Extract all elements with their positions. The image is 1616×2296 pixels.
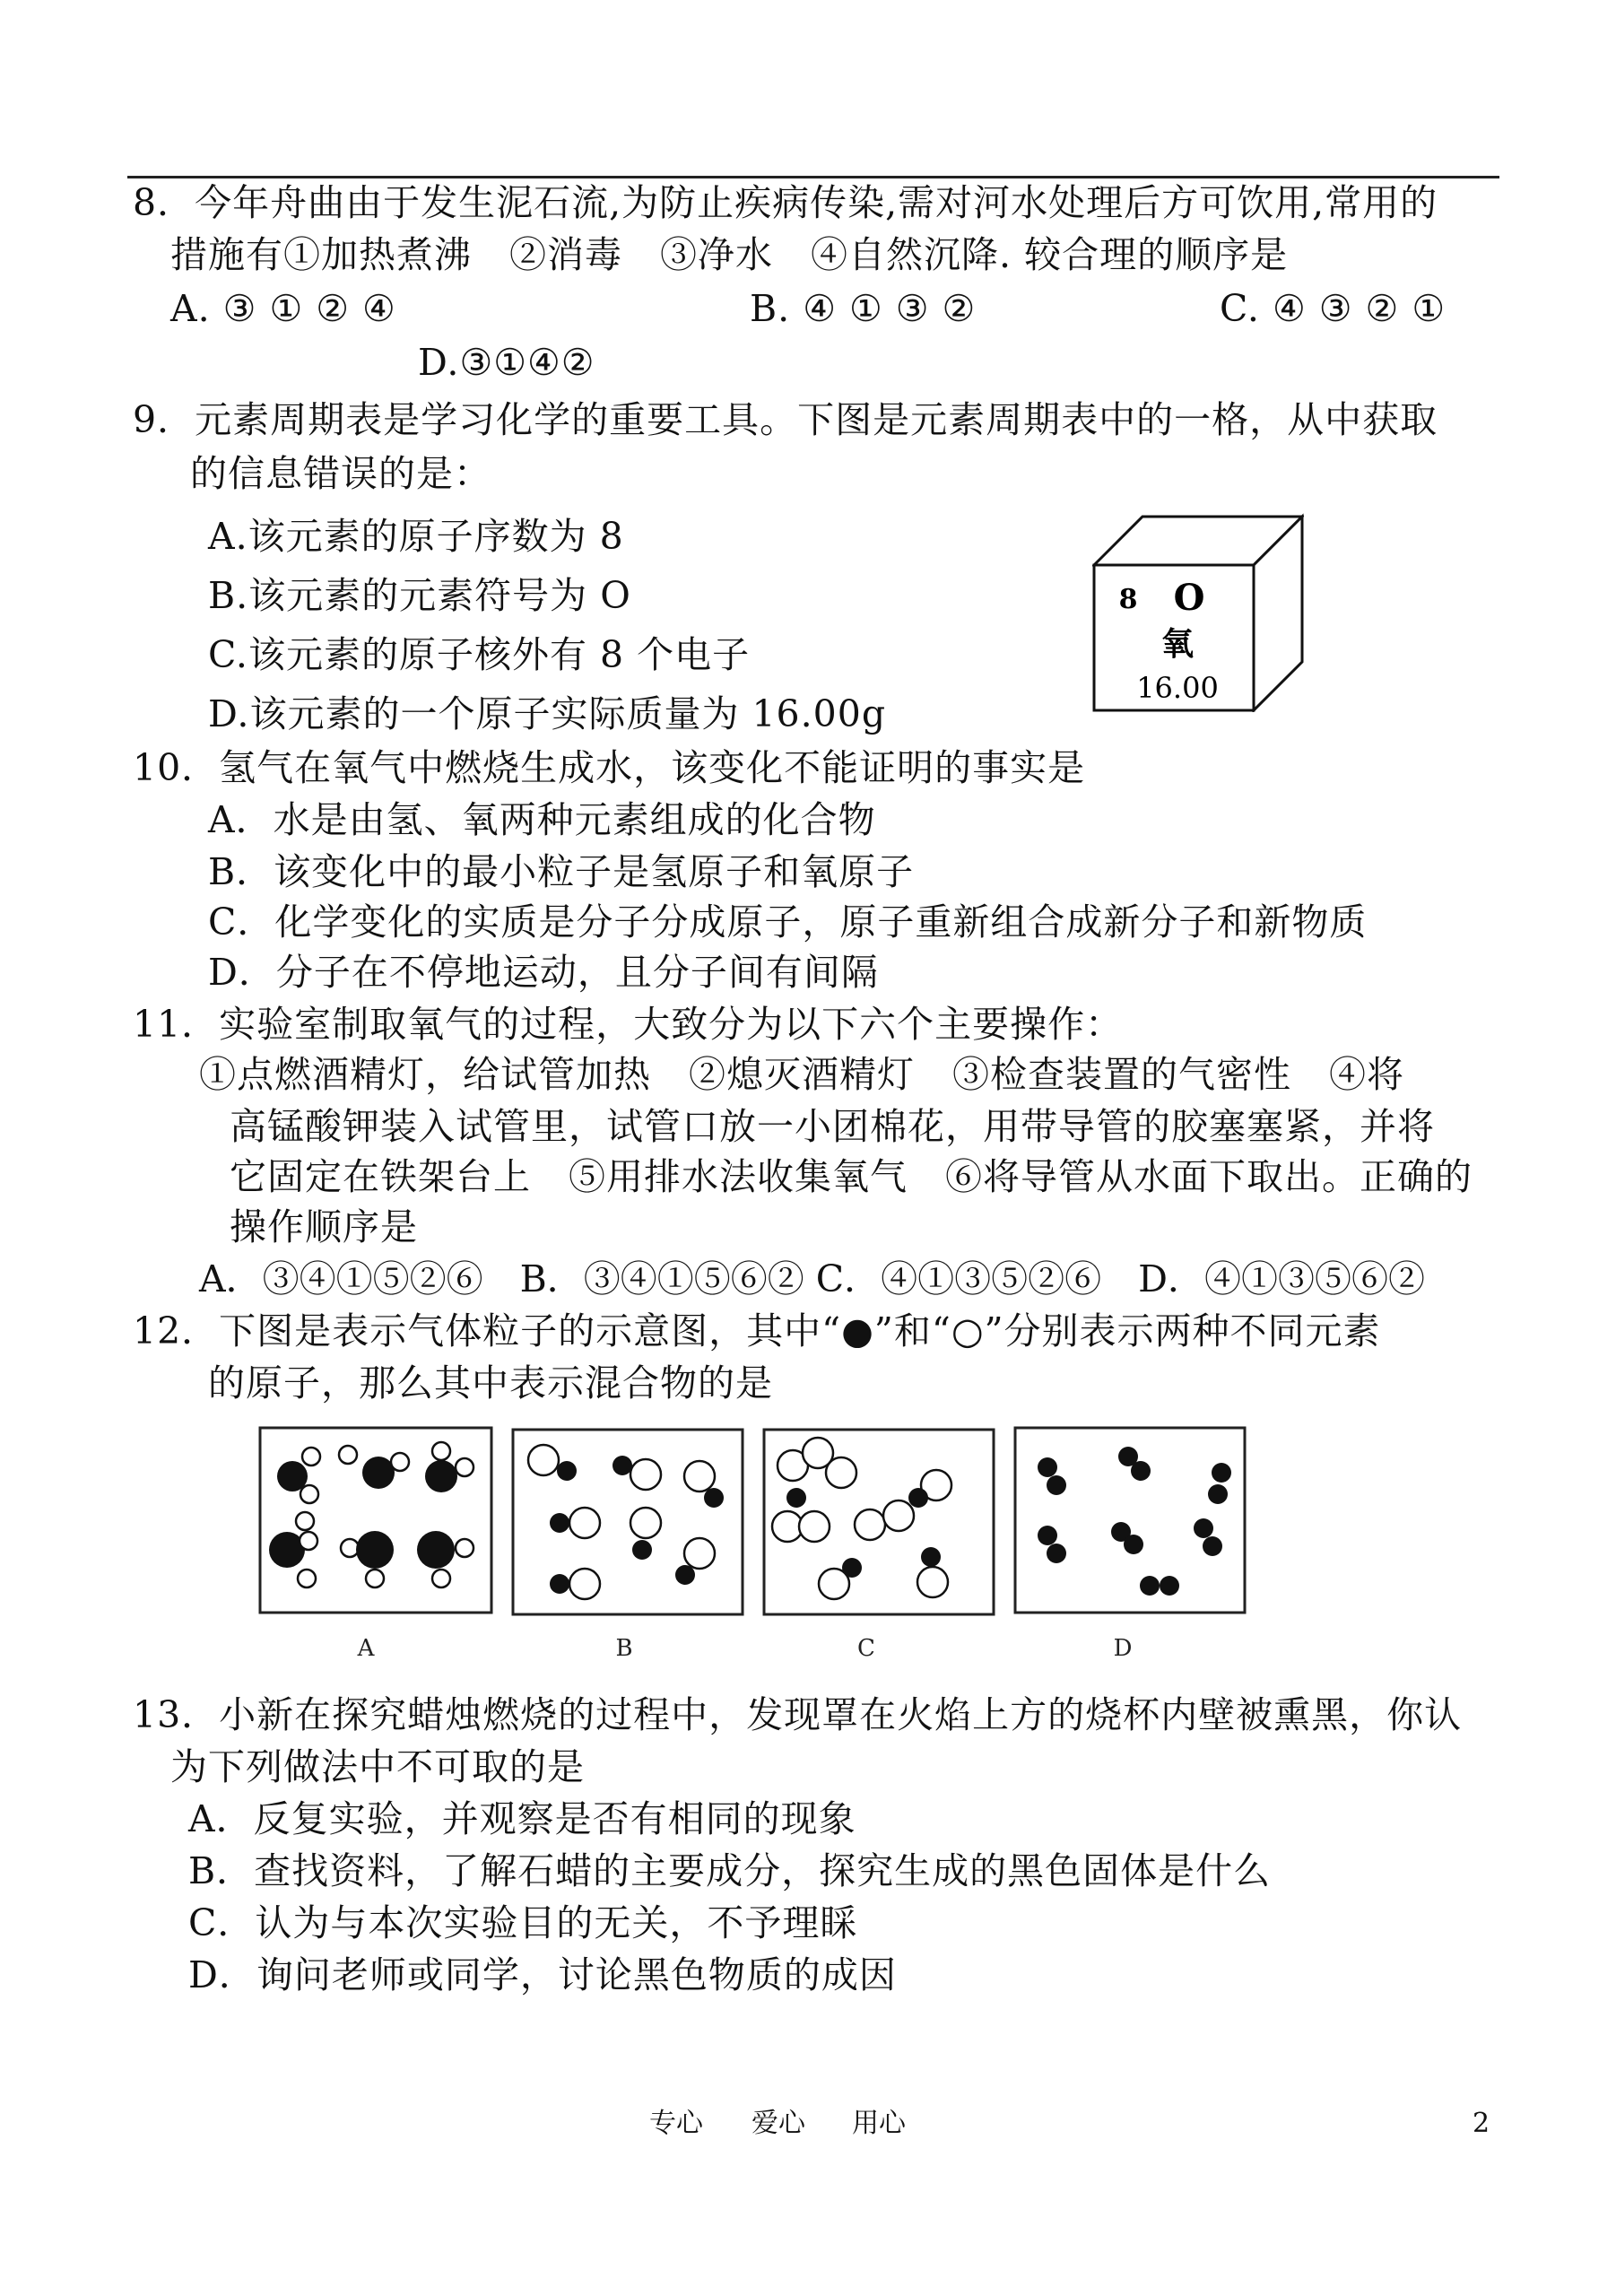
particle-label-a: A: [357, 1635, 375, 1662]
q12-stem-line1: 12．下图是表示气体粒子的示意图，其中“●”和“○”分别表示两种不同元素: [133, 1309, 1381, 1352]
q10-option-a: A．水是由氢、氧两种元素组成的化合物: [208, 798, 876, 841]
q11-stem-line3: 高锰酸钾装入试管里，试管口放一小团棉花，用带导管的胶塞塞紧，并将: [230, 1105, 1435, 1148]
q10-option-b: B．该变化中的最小粒子是氢原子和氧原子: [208, 850, 915, 893]
particle-panel-b: [513, 1430, 743, 1614]
q9-stem-line2: 的信息错误的是：: [190, 452, 491, 495]
q9-option-b: B.该元素的元素符号为 O: [208, 574, 631, 617]
q10-option-d: D．分子在不停地运动，且分子间有间隔: [208, 951, 879, 994]
q8-option-d: D.③①④②: [418, 341, 595, 384]
q8-stem-line2: 措施有①加热煮沸 ②消毒 ③净水 ④自然沉降. 较合理的顺序是: [170, 233, 1289, 276]
element-atomic-mass: 16.00: [1136, 671, 1219, 705]
particle-label-c: C: [857, 1635, 875, 1662]
q8-option-a: A. ③ ① ② ④: [170, 287, 396, 330]
particle-panel-d: [1015, 1428, 1245, 1613]
q9-option-c: C.该元素的原子核外有 8 个电子: [208, 633, 751, 676]
q9-stem-line1: 9．元素周期表是学习化学的重要工具。下图是元素周期表中的一格，从中获取: [133, 398, 1438, 441]
footer-motto-care: 爱心: [752, 2108, 805, 2139]
particle-label-b: B: [615, 1635, 633, 1662]
element-symbol: O: [1173, 577, 1205, 619]
element-cell-figure: [1092, 513, 1304, 712]
q13-option-a: A．反复实验，并观察是否有相同的现象: [188, 1797, 856, 1840]
element-atomic-number: 8: [1118, 584, 1138, 615]
q10-stem: 10．氢气在氧气中燃烧生成水，该变化不能证明的事实是: [133, 746, 1086, 789]
footer-motto-focus: 专心: [649, 2108, 703, 2139]
q13-option-b: B．查找资料，了解石蜡的主要成分，探究生成的黑色固体是什么: [188, 1849, 1272, 1892]
q11-stem-line4: 它固定在铁架台上 ⑤用排水法收集氧气 ⑥将导管从水面下取出。正确的: [230, 1155, 1473, 1198]
q9-option-d: D.该元素的一个原子实际质量为 16.00g: [208, 692, 887, 735]
q13-stem-line1: 13．小新在探究蜡烛燃烧的过程中，发现罩在火焰上方的烧杯内壁被熏黑，你认: [133, 1693, 1463, 1736]
q13-option-c: C．认为与本次实验目的无关，不予理睬: [188, 1901, 858, 1944]
element-name: 氧: [1160, 626, 1195, 663]
q9-option-a: A.该元素的原子序数为 8: [208, 515, 624, 558]
q8-option-b: B. ④ ① ③ ②: [750, 287, 977, 330]
q12-stem-line2: 的原子，那么其中表示混合物的是: [208, 1361, 773, 1405]
q13-option-d: D．询问老师或同学，讨论黑色物质的成因: [188, 1953, 897, 1996]
q13-stem-line2: 为下列做法中不可取的是: [170, 1745, 585, 1788]
q10-option-c: C．化学变化的实质是分子分成原子，原子重新组合成新分子和新物质: [208, 900, 1368, 944]
particle-panel-c: [764, 1430, 994, 1614]
q11-options: A．③④①⑤②⑥ B．③④①⑤⑥② C．④①③⑤②⑥ D．④①③⑤⑥②: [199, 1257, 1426, 1300]
particle-label-d: D: [1113, 1635, 1133, 1662]
q11-stem-line1: 11．实验室制取氧气的过程，大致分为以下六个主要操作：: [133, 1003, 1124, 1046]
q11-stem-line2: ①点燃酒精灯，给试管加热 ②熄灭酒精灯 ③检查装置的气密性 ④将: [199, 1053, 1404, 1096]
q11-stem-line5: 操作顺序是: [230, 1205, 418, 1248]
particle-panel-a: [260, 1428, 491, 1613]
footer-motto-heart: 用心: [852, 2108, 906, 2139]
q8-option-c: C. ④ ③ ② ①: [1220, 287, 1447, 330]
q8-stem-line1: 8．今年舟曲由于发生泥石流,为防止疾病传染,需对河水处理后方可饮用,常用的: [133, 181, 1438, 224]
particle-diagram: [242, 1424, 1264, 1675]
page-number: 2: [1473, 2108, 1490, 2139]
